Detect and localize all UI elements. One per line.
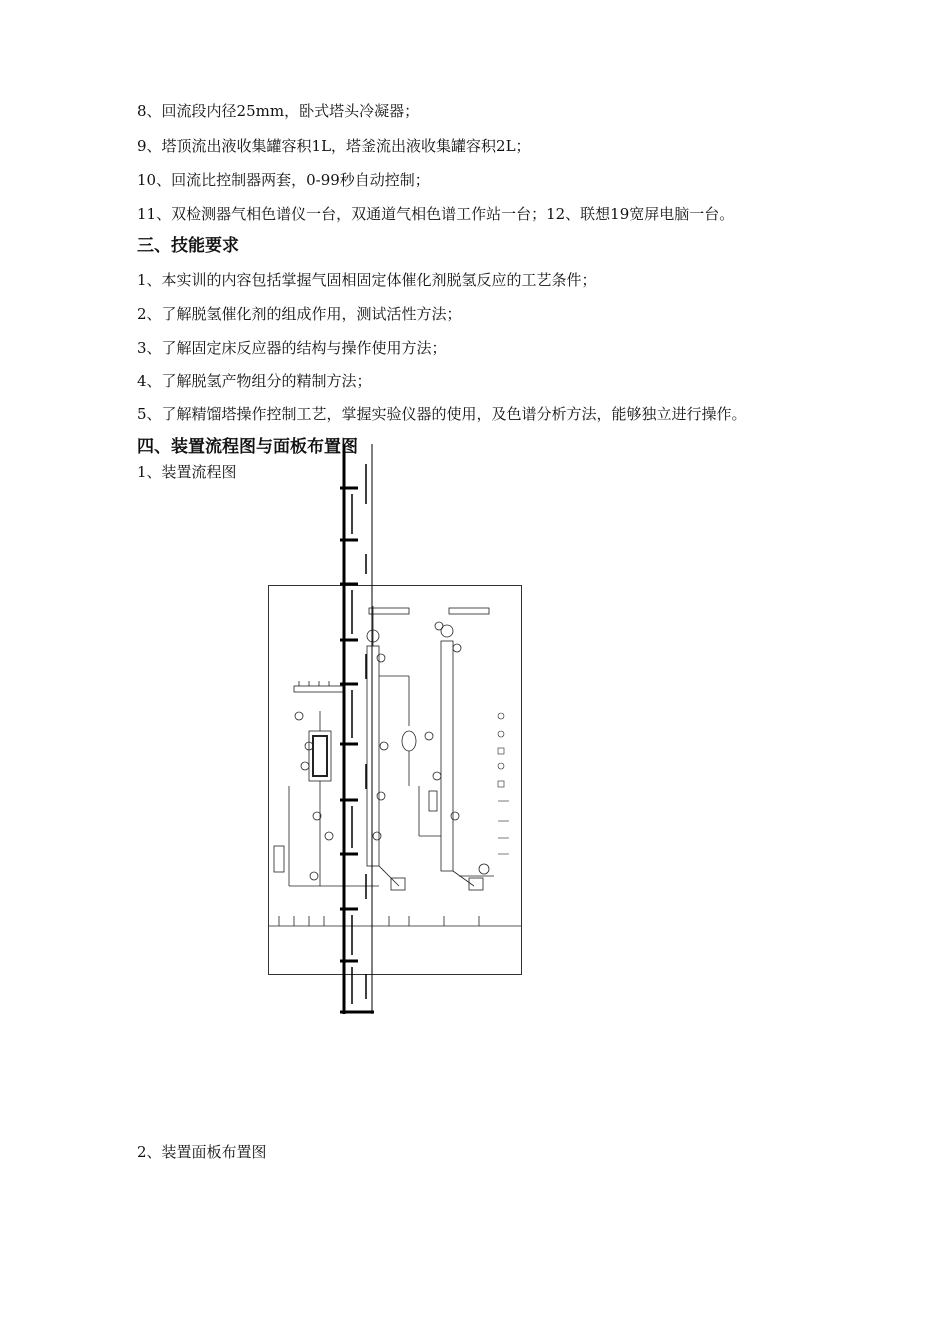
section-title-diagrams: 四、装置流程图与面板布置图 <box>137 437 358 457</box>
skill-item-4: 4、了解脱氢产物组分的精制方法； <box>137 372 372 390</box>
equipment-item-9: 9、塔顶流出液收集罐容积1L，塔釜流出液收集罐容积2L； <box>137 137 531 155</box>
skill-item-1: 1、本实训的内容包括掌握气固相固定体催化剂脱氢反应的工艺条件； <box>137 271 597 289</box>
subsection-flow-diagram: 1、装置流程图 <box>137 463 237 481</box>
skill-item-5: 5、了解精馏塔操作控制工艺，掌握实验仪器的使用，及色谱分析方法，能够独立进行操作。 <box>137 405 747 423</box>
skill-item-3: 3、了解固定床反应器的结构与操作使用方法； <box>137 339 447 357</box>
overlay-strip-drawing <box>338 444 378 1016</box>
section-title-skills: 三、技能要求 <box>137 236 239 256</box>
equipment-item-8: 8、回流段内径25mm，卧式塔头冷凝器； <box>137 102 420 120</box>
skill-item-2: 2、了解脱氢催化剂的组成作用，测试活性方法； <box>137 305 462 323</box>
subsection-panel-layout: 2、装置面板布置图 <box>137 1143 267 1161</box>
process-flow-drawing <box>269 586 521 974</box>
diagram-overlay-strip <box>338 444 378 1016</box>
equipment-item-10: 10、回流比控制器两套，0-99秒自动控制； <box>137 171 430 189</box>
equipment-item-11: 11、双检测器气相色谱仪一台，双通道气相色谱工作站一台；12、联想19宽屏电脑一台。 <box>137 205 735 223</box>
process-flow-diagram <box>268 585 522 975</box>
